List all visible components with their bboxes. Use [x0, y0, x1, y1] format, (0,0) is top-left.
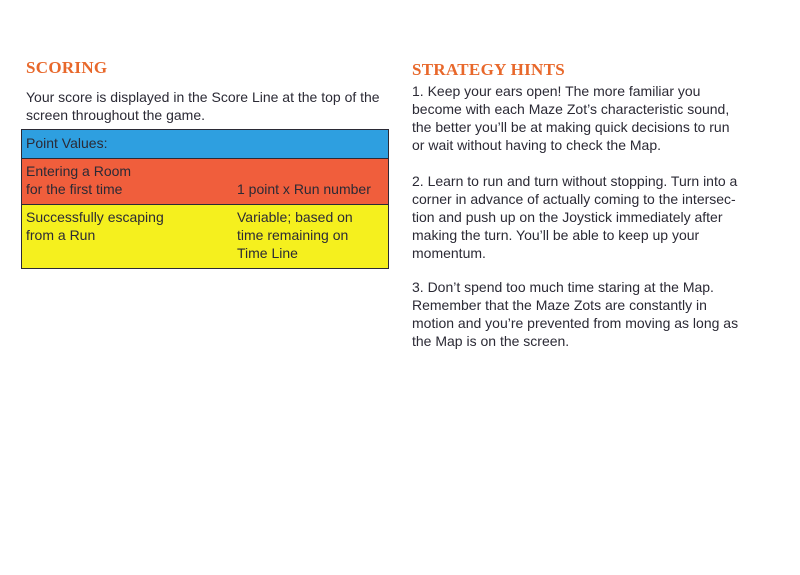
points-cell: Variable; based on time remaining on Time Line: [237, 209, 353, 261]
strategy-hint: 3. Don’t spend too much time staring at the Map. Remember that the Maze Zots are constantly in motion and you’re prevented from moving as long as the Map is on the screen.: [412, 279, 739, 349]
table-header-row: [22, 130, 388, 158]
strategy-hints-heading: STRATEGY HINTS: [412, 60, 565, 79]
strategy-hint: 1. Keep your ears open! The more familiar you become with each Maze Zot’s characteristic sound, the better you’ll be at making quick decisions to run or wait without having to check the Map.: [412, 83, 730, 153]
table-row: [22, 158, 388, 204]
scoring-intro: Your score is displayed in the Score Line at the top of the screen throughout the game.: [26, 89, 380, 123]
strategy-hint: 2. Learn to run and turn without stopping. Turn into a corner in advance of actually coming to the intersec- tion and push up on the Joystick immediately after making the turn. You’ll be able to keep up your momentum.: [412, 173, 738, 261]
point-values-table: [21, 129, 389, 269]
event-cell: Successfully escaping from a Run: [26, 209, 164, 243]
table-header-label: Point Values:: [26, 135, 108, 151]
scoring-heading: SCORING: [26, 58, 108, 77]
table-row: [22, 204, 388, 268]
event-cell: Entering a Room for the first time: [26, 163, 132, 197]
points-cell: 1 point x Run number: [237, 181, 371, 197]
